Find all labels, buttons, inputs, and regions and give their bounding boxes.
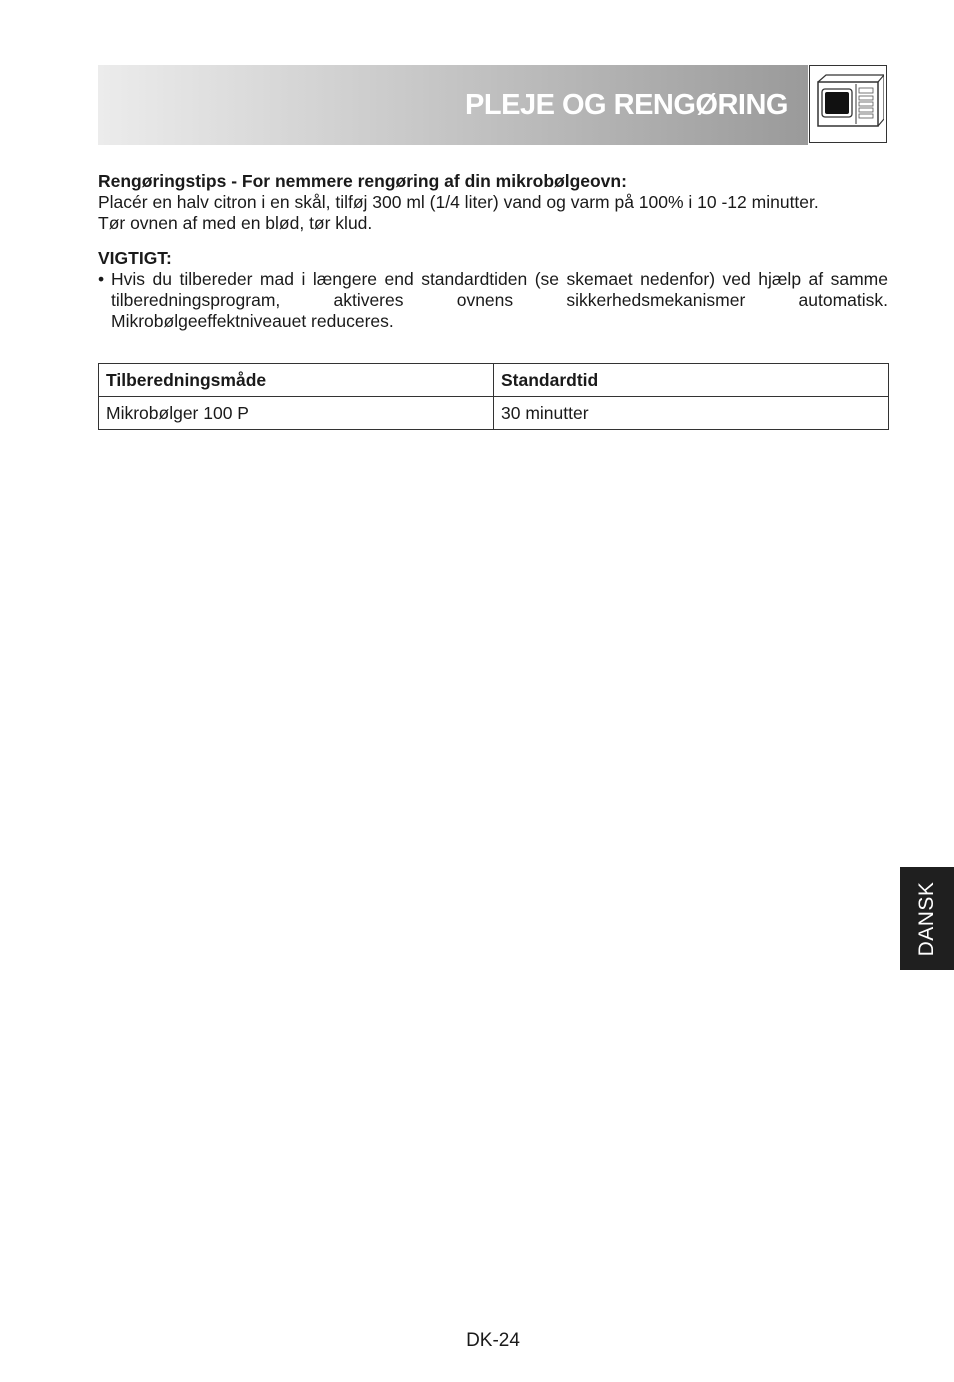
table-cell: Mikrobølger 100 P (99, 397, 494, 430)
bullet-marker: • (98, 269, 105, 289)
table-header-row (99, 364, 889, 397)
microwave-icon-box (809, 65, 887, 143)
header-bar (98, 65, 808, 145)
microwave-icon (814, 70, 884, 140)
table-header-cell: Standardtid (494, 364, 889, 397)
important-bullet-text: Hvis du tilbereder mad i længere end standardtiden (se skemaet nedenfor) ved hjælp af samme tilberedningsprogram, aktiveres ovnens sikkerhedsmekanismer automatisk. Mikrobølgeeffektniveauet reduceres. (111, 269, 888, 331)
important-bullet (98, 269, 888, 332)
page-number: DK-24 (466, 1330, 520, 1351)
table-header-cell: Tilberedningsmåde (99, 364, 494, 397)
tips-paragraph-1: Placér en halv citron i en skål, tilføj 300 ml (1/4 liter) vand og varm på 100% i 10 -12 minutter. (98, 192, 819, 212)
content (98, 171, 888, 332)
side-tab-label: DANSK (915, 881, 938, 956)
table-row (99, 397, 889, 430)
table-cell: 30 minutter (494, 397, 889, 430)
tips-heading: Rengøringstips - For nemmere rengøring af din mikrobølgeovn: (98, 171, 627, 191)
tips-paragraph-2: Tør ovnen af med en blød, tør klud. (98, 213, 373, 233)
page-title: PLEJE OG RENGØRING (465, 89, 788, 121)
standard-time-table (98, 363, 889, 430)
language-side-tab (900, 867, 954, 970)
important-heading: VIGTIGT: (98, 248, 172, 268)
